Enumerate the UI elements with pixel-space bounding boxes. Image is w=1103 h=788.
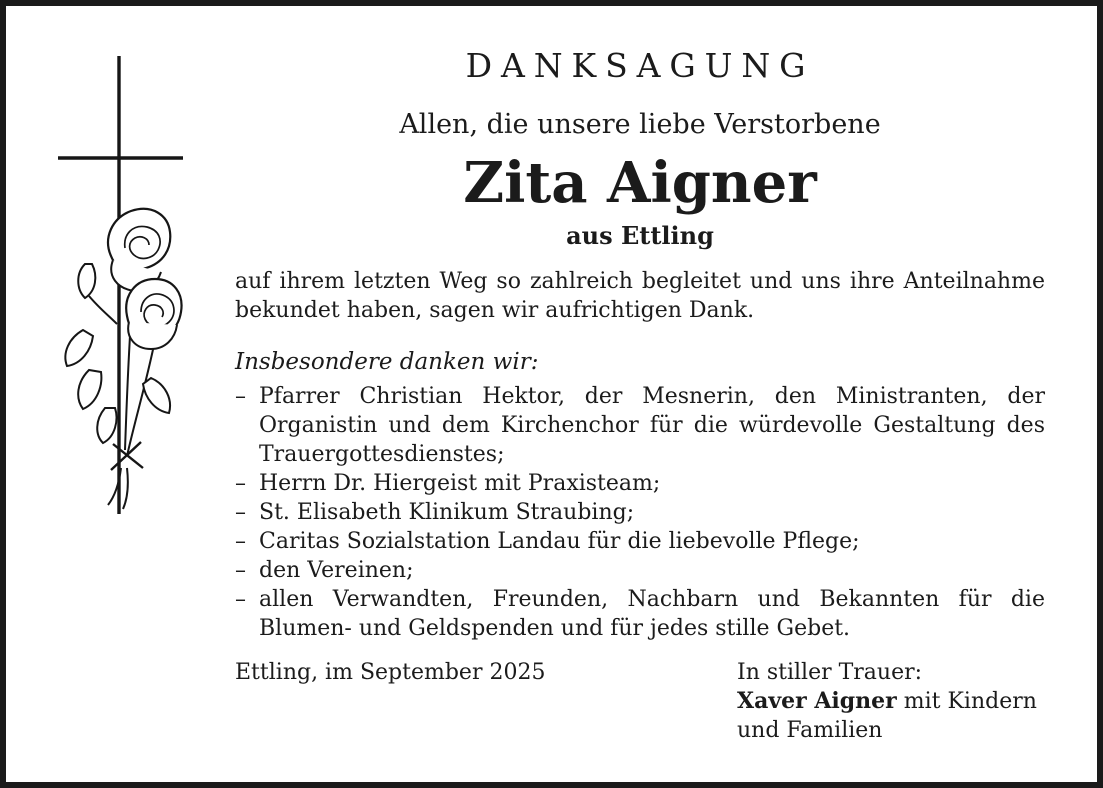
list-dash-marker: – xyxy=(235,529,246,554)
notice-type-heading: DANKSAGUNG xyxy=(465,46,815,85)
list-dash-marker: – xyxy=(235,471,246,496)
footer-row xyxy=(235,658,1045,745)
list-dash-marker: – xyxy=(235,558,246,583)
thanks-list-item xyxy=(235,585,1045,643)
place-and-date: Ettling, im September 2025 xyxy=(235,660,546,685)
mourner-families-line: und Familien xyxy=(737,718,883,743)
intro-line: Allen, die unsere liebe Verstorbene xyxy=(399,109,881,140)
mourning-phrase: In stiller Trauer: xyxy=(737,660,923,685)
mourners-block xyxy=(737,658,1045,745)
thanks-list-item-text: St. Elisabeth Klinikum Straubing; xyxy=(259,500,635,525)
thanks-list-item xyxy=(235,469,1045,498)
mourner-name: Xaver Aigner xyxy=(737,688,897,714)
thanks-list-item-text: allen Verwandten, Freunden, Nachbarn und Bekannten für die Blumen- und Geldspenden und für jedes stille Gebet. xyxy=(259,587,1045,641)
thanks-list-item-text: Herrn Dr. Hiergeist mit Praxisteam; xyxy=(259,471,661,496)
thanks-list-item xyxy=(235,556,1045,585)
mourner-name-line xyxy=(737,687,1045,716)
thanks-list-item-text: Caritas Sozialstation Landau für die liebevolle Pflege; xyxy=(259,529,860,554)
thanks-list-item-text: den Vereinen; xyxy=(259,558,414,583)
list-dash-marker: – xyxy=(235,384,246,409)
deceased-name: Zita Aigner xyxy=(463,150,817,216)
notice-content xyxy=(235,6,1045,745)
deceased-origin: aus Ettling xyxy=(566,221,714,250)
thanks-list-intro: Insbesondere danken wir: xyxy=(235,349,539,375)
thanks-list-item xyxy=(235,382,1045,469)
thanks-list xyxy=(235,382,1045,643)
thanks-list-item-text: Pfarrer Christian Hektor, der Mesnerin, den Ministranten, der Organistin und dem Kirchenchor für die würdevolle Gestaltung des Trauergottesdienstes; xyxy=(259,384,1045,467)
thanks-list-item xyxy=(235,527,1045,556)
mourner-name-suffix: mit Kindern xyxy=(896,689,1037,714)
cross-and-roses-icon xyxy=(55,48,195,518)
thanks-paragraph: auf ihrem letzten Weg so zahlreich begleitet und uns ihre Anteilnahme bekundet haben, sagen wir aufrichtigen Dank. xyxy=(235,269,1045,323)
list-dash-marker: – xyxy=(235,587,246,612)
list-dash-marker: – xyxy=(235,500,246,525)
thanks-list-item xyxy=(235,498,1045,527)
